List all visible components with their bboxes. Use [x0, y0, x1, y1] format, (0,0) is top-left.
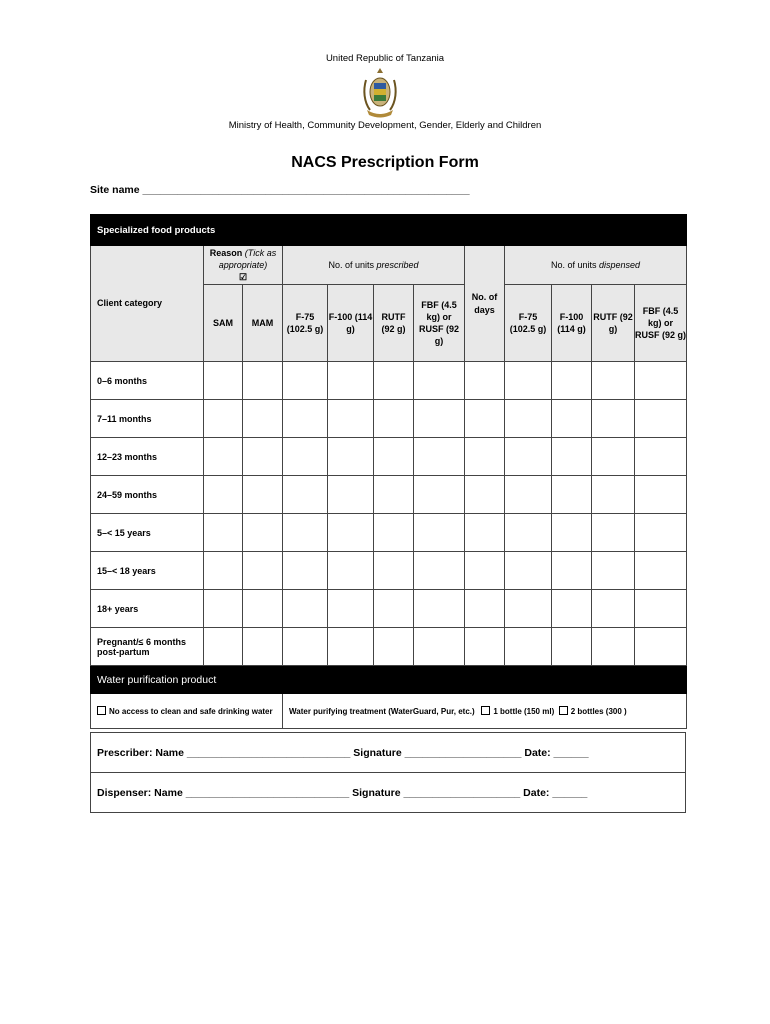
reason-header: Reason (Tick as appropriate) ☑: [204, 246, 283, 285]
checkbox-icon: ☑: [238, 272, 248, 283]
entry-cell[interactable]: [243, 514, 283, 552]
client-category-label: 12–23 months: [91, 438, 204, 476]
entry-cell[interactable]: [243, 438, 283, 476]
client-category-label: Pregnant/≤ 6 months post-partum: [91, 628, 204, 666]
prescriber-line[interactable]: Prescriber: Name ____________________________ Signature ____________________ Date: ______: [91, 733, 686, 773]
table-row: [91, 438, 687, 476]
entry-cell[interactable]: [204, 552, 243, 590]
entry-cell[interactable]: [592, 362, 635, 400]
entry-cell[interactable]: [283, 362, 328, 400]
entry-cell[interactable]: [414, 552, 465, 590]
entry-cell[interactable]: [505, 362, 552, 400]
checkbox-icon[interactable]: [559, 706, 568, 715]
entry-cell[interactable]: [552, 590, 592, 628]
f75-prescribed-header: F-75 (102.5 g): [283, 285, 328, 362]
entry-cell[interactable]: [635, 514, 687, 552]
entry-cell[interactable]: [204, 514, 243, 552]
entry-cell[interactable]: [243, 476, 283, 514]
entry-cell[interactable]: [204, 362, 243, 400]
ministry-name: Ministry of Health, Community Development, Gender, Elderly and Children: [228, 120, 542, 131]
entry-cell[interactable]: [414, 476, 465, 514]
table-row: [91, 590, 687, 628]
entry-cell[interactable]: [374, 552, 414, 590]
entry-cell[interactable]: [243, 400, 283, 438]
entry-cell[interactable]: [328, 590, 374, 628]
entry-cell[interactable]: [592, 514, 635, 552]
entry-cell[interactable]: [592, 400, 635, 438]
entry-cell[interactable]: [328, 400, 374, 438]
entry-cell[interactable]: [552, 628, 592, 666]
entry-cell[interactable]: [328, 552, 374, 590]
entry-cell[interactable]: [374, 590, 414, 628]
water-treatment-option: Water purifying treatment (WaterGuard, Pur, etc.) 1 bottle (150 ml) 2 bottles (300 ): [283, 694, 687, 729]
entry-cell[interactable]: [552, 362, 592, 400]
entry-cell[interactable]: [204, 400, 243, 438]
table-row: [91, 362, 687, 400]
entry-cell[interactable]: [374, 438, 414, 476]
mam-header: MAM: [243, 285, 283, 362]
entry-cell[interactable]: [635, 400, 687, 438]
entry-cell[interactable]: [283, 476, 328, 514]
entry-cell[interactable]: [592, 590, 635, 628]
table-row: [91, 628, 687, 666]
entry-cell[interactable]: [283, 400, 328, 438]
f100-dispensed-header: F-100 (114 g): [552, 285, 592, 362]
client-category-label: 15–< 18 years: [91, 552, 204, 590]
client-category-label: 0–6 months: [91, 362, 204, 400]
table-row: [91, 514, 687, 552]
country-name: United Republic of Tanzania: [325, 53, 445, 64]
fbf-prescribed-header: FBF (4.5 kg) or RUSF (92 g): [414, 285, 465, 362]
entry-cell[interactable]: [414, 362, 465, 400]
entry-cell[interactable]: [204, 628, 243, 666]
client-category-label: 24–59 months: [91, 476, 204, 514]
entry-cell[interactable]: [243, 552, 283, 590]
client-category-label: 5–< 15 years: [91, 514, 204, 552]
entry-cell[interactable]: [374, 476, 414, 514]
entry-cell[interactable]: [552, 552, 592, 590]
entry-cell[interactable]: [328, 362, 374, 400]
entry-cell[interactable]: [414, 590, 465, 628]
client-category-header: Client category: [91, 246, 204, 362]
entry-cell[interactable]: [635, 552, 687, 590]
days-header: No. of days: [465, 246, 505, 362]
entry-cell[interactable]: [592, 438, 635, 476]
entry-cell[interactable]: [635, 438, 687, 476]
entry-cell[interactable]: [414, 438, 465, 476]
table-row: [91, 552, 687, 590]
entry-cell[interactable]: [328, 438, 374, 476]
entry-cell[interactable]: [328, 476, 374, 514]
entry-cell[interactable]: [505, 438, 552, 476]
no-access-option[interactable]: No access to clean and safe drinking water: [91, 694, 283, 729]
entry-cell[interactable]: [328, 514, 374, 552]
entry-cell[interactable]: [635, 362, 687, 400]
table-row: [91, 400, 687, 438]
entry-cell[interactable]: [505, 476, 552, 514]
entry-cell[interactable]: [505, 514, 552, 552]
entry-cell[interactable]: [552, 438, 592, 476]
entry-cell[interactable]: [374, 514, 414, 552]
entry-cell[interactable]: [414, 628, 465, 666]
fbf-dispensed-header: FBF (4.5 kg) or RUSF (92 g): [635, 285, 687, 362]
water-purification-header: Water purification product: [91, 666, 687, 694]
entry-cell[interactable]: [592, 552, 635, 590]
entry-cell[interactable]: [552, 514, 592, 552]
site-name-field[interactable]: Site name ________________________________________________________: [90, 184, 470, 196]
entry-cell[interactable]: [328, 628, 374, 666]
entry-cell[interactable]: [204, 590, 243, 628]
entry-cell[interactable]: [283, 628, 328, 666]
checkbox-icon[interactable]: [97, 706, 106, 715]
entry-cell[interactable]: [552, 400, 592, 438]
entry-cell[interactable]: [552, 476, 592, 514]
entry-cell[interactable]: [204, 438, 243, 476]
rutf-dispensed-header: RUTF (92 g): [592, 285, 635, 362]
checkbox-icon[interactable]: [481, 706, 490, 715]
form-title: NACS Prescription Form: [291, 154, 479, 171]
entry-cell[interactable]: [505, 590, 552, 628]
table-row: [91, 476, 687, 514]
entry-cell[interactable]: [374, 628, 414, 666]
entry-cell[interactable]: [283, 552, 328, 590]
entry-cell[interactable]: [243, 362, 283, 400]
sam-header: SAM: [204, 285, 243, 362]
entry-cell[interactable]: [505, 400, 552, 438]
entry-cell[interactable]: [465, 514, 505, 552]
entry-cell[interactable]: [414, 514, 465, 552]
entry-cell[interactable]: [465, 552, 505, 590]
entry-cell[interactable]: [505, 628, 552, 666]
entry-cell[interactable]: [243, 628, 283, 666]
f100-prescribed-header: F-100 (114 g): [328, 285, 374, 362]
entry-cell[interactable]: [635, 476, 687, 514]
entry-cell[interactable]: [283, 514, 328, 552]
entry-cell[interactable]: [465, 590, 505, 628]
specialized-food-header: Specialized food products: [91, 215, 687, 246]
entry-cell[interactable]: [465, 628, 505, 666]
entry-cell[interactable]: [465, 476, 505, 514]
entry-cell[interactable]: [243, 590, 283, 628]
entry-cell[interactable]: [635, 590, 687, 628]
client-category-label: 18+ years: [91, 590, 204, 628]
prescription-table: [90, 214, 687, 729]
entry-cell[interactable]: [283, 438, 328, 476]
entry-cell[interactable]: [465, 438, 505, 476]
dispensed-header: No. of units dispensed: [505, 246, 687, 285]
entry-cell[interactable]: [592, 628, 635, 666]
entry-cell[interactable]: [374, 400, 414, 438]
entry-cell[interactable]: [635, 628, 687, 666]
client-category-label: 7–11 months: [91, 400, 204, 438]
entry-cell[interactable]: [374, 362, 414, 400]
entry-cell[interactable]: [505, 552, 552, 590]
entry-cell[interactable]: [204, 476, 243, 514]
entry-cell[interactable]: [465, 362, 505, 400]
entry-cell[interactable]: [592, 476, 635, 514]
entry-cell[interactable]: [283, 590, 328, 628]
entry-cell[interactable]: [465, 400, 505, 438]
signature-table: [90, 732, 686, 813]
entry-cell[interactable]: [414, 400, 465, 438]
prescribed-header: No. of units prescribed: [283, 246, 465, 285]
f75-dispensed-header: F-75 (102.5 g): [505, 285, 552, 362]
coat-of-arms-emblem: [361, 66, 399, 120]
dispenser-line[interactable]: Dispenser: Name ____________________________ Signature ____________________ Date: ______: [91, 773, 686, 813]
rutf-prescribed-header: RUTF (92 g): [374, 285, 414, 362]
